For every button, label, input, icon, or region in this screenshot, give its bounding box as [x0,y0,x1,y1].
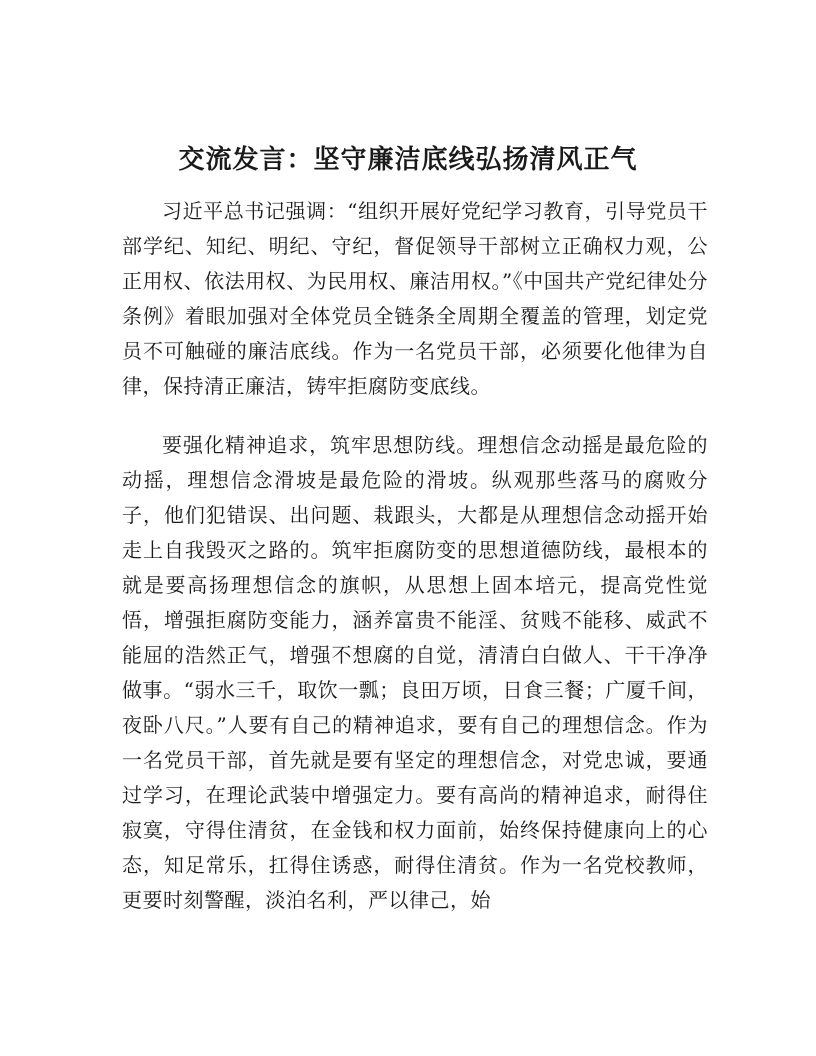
document-title: 交流发言：坚守廉洁底线弘扬清风正气 [178,145,638,175]
paragraph-2: 要强化精神追求，筑牢思想防线。理想信念动摇是最危险的动摇，理想信念滑坡是最危险的滑坡。纵观那些落马的腐败分子，他们犯错误、出问题、栽跟头，大都是从理想信念动摇开始走上自我毁灭之路的。筑牢拒腐防变的思想道德防线，最根本的就是要高扬理想信念的旗帜，从思想上固本培元，提高党性觉悟，增强拒腐防变能力，涵养富贵不能淫、贫贱不能移、威武不能屈的浩然正气，增强不想腐的自觉，清清白白做人、干干净净做事。“弱水三千，取饮一瓢；良田万顷，日食三餐；广厦千间，夜卧八尺。”人要有自己的精神追求，要有自己的理想信念。作为一名党员干部，首先就是要有坚定的理想信念，对党忠诚，要通过学习，在理论武装中增强定力。要有高尚的精神追求，耐得住寂寞，守得住清贫，在金钱和权力面前，始终保持健康向上的心态，知足常乐，扛得住诱惑，耐得住清贫。作为一名党校教师，更要时刻警醒，淡泊名利，严以律己，始 [122,433,708,912]
paragraph-1: 习近平总书记强调：“组织开展好党纪学习教育，引导党员干部学纪、知纪、明纪、守纪，督促领导干部树立正确权力观，公正用权、依法用权、为民用权、廉洁用权。”《中国共产党纪律处分条例》着眼加强对全体党员全链条全周期全覆盖的管理，划定党员不可触碰的廉洁底线。作为一名党员干部，必须要化他律为自律，保持清正廉洁，铸牢拒腐防变底线。 [122,199,708,398]
